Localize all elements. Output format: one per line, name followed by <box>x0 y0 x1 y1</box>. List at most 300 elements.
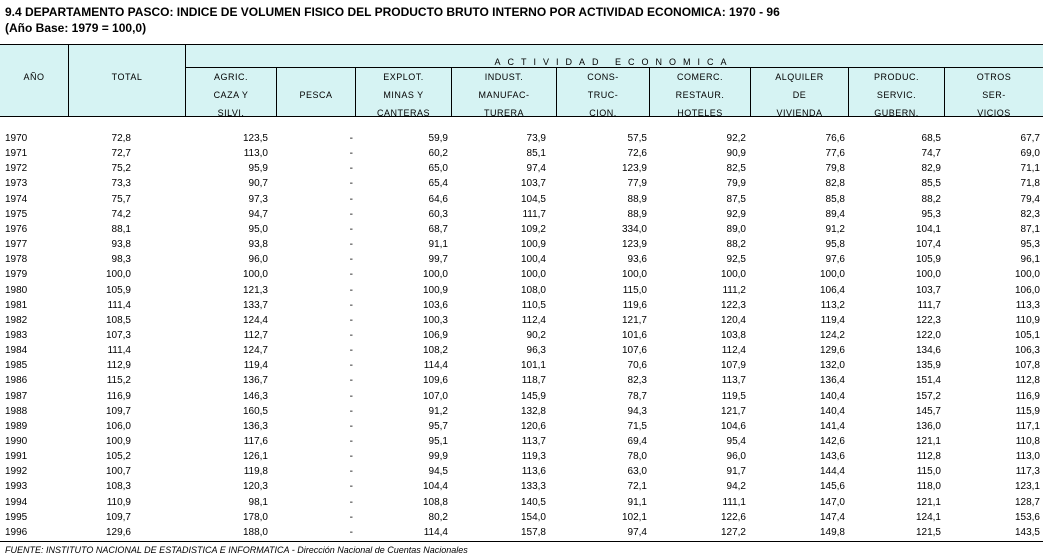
cell-alquiler: 149,8 <box>819 526 845 538</box>
cell-construccion: 101,6 <box>621 330 647 341</box>
cell-alquiler: 136,4 <box>819 375 845 387</box>
cell-minas: 91,2 <box>428 405 448 417</box>
cell-alquiler: 113,2 <box>820 299 845 311</box>
cell-total: 107,3 <box>105 330 131 341</box>
cell-gobierno: 112,8 <box>916 451 941 463</box>
cell-minas: 95,1 <box>428 436 448 447</box>
cell-year: 1983 <box>5 330 28 341</box>
cell-minas: 65,0 <box>428 163 448 175</box>
cell-agric: 95,9 <box>248 163 268 175</box>
cell-agric: 112,7 <box>243 330 268 341</box>
cell-agric: 117,6 <box>243 436 268 447</box>
cell-otros: 106,3 <box>1014 345 1040 357</box>
cell-otros: 67,7 <box>1020 133 1040 144</box>
cell-year: 1979 <box>5 269 28 281</box>
table-row <box>0 495 1043 510</box>
cell-minas: 68,7 <box>428 223 448 235</box>
cell-gobierno: 151,4 <box>915 375 941 387</box>
cell-industria: 110,5 <box>521 299 546 311</box>
cell-agric: 119,4 <box>243 360 268 372</box>
cell-industria: 96,3 <box>526 345 546 357</box>
cell-gobierno: 82,9 <box>921 163 941 175</box>
cell-gobierno: 85,5 <box>921 178 941 190</box>
cell-year: 1989 <box>5 420 28 432</box>
cell-year: 1970 <box>5 133 28 144</box>
cell-comercio: 120,4 <box>720 314 746 326</box>
cell-agric: 121,3 <box>242 284 268 296</box>
cell-alquiler: 106,4 <box>819 284 845 296</box>
table-row <box>0 404 1043 419</box>
header-minas: EXPLOT. MINAS Y CANTERAS <box>376 72 430 118</box>
cell-minas: 95,7 <box>428 420 448 432</box>
cell-agric: 126,1 <box>242 451 268 463</box>
cell-otros: 105,1 <box>1014 330 1040 341</box>
cell-minas: 60,3 <box>428 208 448 220</box>
cell-total: 108,5 <box>105 314 131 326</box>
cell-industria: 157,8 <box>520 526 546 538</box>
cell-otros: 107,8 <box>1014 360 1040 372</box>
cell-industria: 154,0 <box>520 511 546 523</box>
cell-comercio: 79,9 <box>726 178 746 190</box>
cell-pesca: - <box>349 163 353 175</box>
table-row <box>0 449 1043 464</box>
cell-pesca: - <box>349 223 353 235</box>
cell-minas: 108,8 <box>422 496 448 508</box>
cell-year: 1984 <box>5 345 28 357</box>
cell-year: 1985 <box>5 360 28 372</box>
cell-otros: 96,1 <box>1020 254 1040 266</box>
cell-gobierno: 124,1 <box>915 511 941 523</box>
cell-total: 72,7 <box>111 148 131 160</box>
cell-year: 1994 <box>5 496 28 508</box>
cell-otros: 143,5 <box>1014 526 1040 538</box>
cell-construccion: 94,3 <box>627 405 647 417</box>
cell-total: 108,3 <box>105 481 131 493</box>
cell-pesca: - <box>349 239 353 251</box>
cell-otros: 117,3 <box>1015 466 1040 478</box>
cell-pesca: - <box>349 375 353 387</box>
cell-industria: 145,9 <box>520 390 546 402</box>
table-row <box>0 525 1043 540</box>
cell-total: 98,3 <box>111 254 131 266</box>
table-row <box>0 222 1043 237</box>
cell-minas: 104,4 <box>422 481 448 493</box>
header-pesca: PESCA <box>299 90 333 100</box>
cell-comercio: 112,4 <box>721 345 746 357</box>
cell-minas: 103,6 <box>422 299 448 311</box>
page-title: 9.4 DEPARTAMENTO PASCO: INDICE DE VOLUMEN FISICO DEL PRODUCTO BRUTO INTERNO POR ACTIVIDAD ECONOMICA: 1970 - 96 <box>5 5 780 19</box>
cell-alquiler: 147,0 <box>819 496 845 508</box>
table-row <box>0 343 1043 358</box>
cell-minas: 80,2 <box>428 511 448 523</box>
cell-pesca: - <box>349 254 353 266</box>
cell-agric: 96,0 <box>248 254 268 266</box>
page-subtitle: (Año Base: 1979 = 100,0) <box>5 21 147 35</box>
cell-gobierno: 136,0 <box>915 420 941 432</box>
cell-comercio: 92,2 <box>726 133 746 144</box>
header-alquiler: ALQUILER DE VIVIENDA <box>775 72 824 118</box>
cell-pesca: - <box>349 345 353 357</box>
table-row <box>0 161 1043 176</box>
cell-industria: 120,6 <box>520 420 546 432</box>
cell-otros: 113,3 <box>1015 299 1040 311</box>
cell-alquiler: 147,4 <box>819 511 845 523</box>
cell-total: 112,9 <box>106 360 131 372</box>
cell-construccion: 70,6 <box>627 360 647 372</box>
cell-comercio: 122,6 <box>720 511 746 523</box>
cell-alquiler: 89,4 <box>825 208 845 220</box>
cell-gobierno: 134,6 <box>915 345 941 357</box>
cell-construccion: 88,9 <box>627 193 647 205</box>
cell-pesca: - <box>349 314 353 326</box>
cell-minas: 107,0 <box>422 390 448 402</box>
cell-industria: 119,3 <box>521 451 546 463</box>
cell-comercio: 103,8 <box>720 330 746 341</box>
table-row <box>0 358 1043 373</box>
cell-construccion: 107,6 <box>621 345 647 357</box>
cell-pesca: - <box>349 148 353 160</box>
cell-year: 1992 <box>5 466 28 478</box>
cell-year: 1990 <box>5 436 28 447</box>
cell-minas: 114,4 <box>423 360 448 372</box>
cell-industria: 85,1 <box>526 148 546 160</box>
cell-otros: 153,6 <box>1014 511 1040 523</box>
cell-alquiler: 143,6 <box>819 451 845 463</box>
cell-pesca: - <box>349 360 353 372</box>
cell-year: 1976 <box>5 223 28 235</box>
cell-total: 111,4 <box>107 345 131 357</box>
cell-agric: 136,3 <box>242 420 268 432</box>
cell-industria: 73,9 <box>526 133 546 144</box>
cell-pesca: - <box>349 420 353 432</box>
cell-year: 1978 <box>5 254 28 266</box>
cell-construccion: 78,7 <box>627 390 647 402</box>
cell-year: 1977 <box>5 239 28 251</box>
cell-pesca: - <box>349 208 353 220</box>
cell-comercio: 87,5 <box>726 193 746 205</box>
cell-comercio: 91,7 <box>726 466 746 478</box>
cell-industria: 100,9 <box>520 239 546 251</box>
cell-year: 1996 <box>5 526 28 538</box>
cell-construccion: 123,9 <box>621 239 647 251</box>
cell-year: 1973 <box>5 178 28 190</box>
cell-minas: 59,9 <box>428 133 448 144</box>
cell-alquiler: 145,6 <box>819 481 845 493</box>
cell-minas: 106,9 <box>422 330 448 341</box>
cell-gobierno: 121,1 <box>915 436 941 447</box>
cell-agric: 113,0 <box>243 148 268 160</box>
cell-total: 109,7 <box>105 405 131 417</box>
cell-total: 100,7 <box>105 466 131 478</box>
cell-agric: 98,1 <box>248 496 268 508</box>
cell-industria: 103,7 <box>520 178 546 190</box>
table-row <box>0 283 1043 298</box>
cell-pesca: - <box>349 178 353 190</box>
cell-otros: 71,8 <box>1020 178 1040 190</box>
cell-year: 1971 <box>5 148 28 160</box>
cell-industria: 111,7 <box>522 208 546 220</box>
cell-comercio: 113,7 <box>721 375 746 387</box>
cell-year: 1987 <box>5 390 28 402</box>
cell-gobierno: 74,7 <box>921 148 941 160</box>
cell-year: 1981 <box>5 299 28 311</box>
cell-construccion: 91,1 <box>627 496 647 508</box>
cell-alquiler: 140,4 <box>819 405 845 417</box>
table-row <box>0 298 1043 313</box>
cell-agric: 119,8 <box>243 466 268 478</box>
cell-gobierno: 100,0 <box>915 269 941 281</box>
cell-year: 1980 <box>5 284 28 296</box>
cell-comercio: 121,7 <box>720 405 746 417</box>
header-gobierno: PRODUC. SERVIC. GUBERN. <box>873 72 919 118</box>
cell-comercio: 89,0 <box>726 223 746 235</box>
cell-otros: 128,7 <box>1014 496 1040 508</box>
cell-comercio: 127,2 <box>720 526 746 538</box>
cell-construccion: 78,0 <box>627 451 647 463</box>
cell-total: 100,9 <box>105 436 131 447</box>
cell-gobierno: 157,2 <box>915 390 941 402</box>
cell-otros: 87,1 <box>1020 223 1040 235</box>
cell-year: 1988 <box>5 405 28 417</box>
cell-comercio: 94,2 <box>726 481 746 493</box>
cell-comercio: 90,9 <box>726 148 746 160</box>
cell-gobierno: 95,3 <box>921 208 941 220</box>
cell-construccion: 69,4 <box>627 436 647 447</box>
table-row <box>0 267 1043 282</box>
cell-gobierno: 105,9 <box>915 254 941 266</box>
cell-construccion: 82,3 <box>627 375 647 387</box>
cell-comercio: 82,5 <box>726 163 746 175</box>
table-row <box>0 146 1043 161</box>
cell-otros: 79,4 <box>1020 193 1040 205</box>
cell-year: 1991 <box>5 451 28 463</box>
cell-pesca: - <box>349 390 353 402</box>
cell-year: 1982 <box>5 314 28 326</box>
cell-construccion: 72,6 <box>627 148 647 160</box>
cell-industria: 140,5 <box>520 496 546 508</box>
header-construccion: CONS- TRUC- CION. <box>587 72 619 118</box>
cell-otros: 95,3 <box>1020 239 1040 251</box>
cell-agric: 90,7 <box>248 178 268 190</box>
cell-minas: 114,4 <box>423 526 448 538</box>
cell-agric: 188,0 <box>242 526 268 538</box>
header-ano: AÑO <box>23 72 45 82</box>
cell-agric: 124,7 <box>242 345 268 357</box>
cell-minas: 65,4 <box>428 178 448 190</box>
cell-construccion: 334,0 <box>621 223 647 235</box>
cell-minas: 108,2 <box>422 345 448 357</box>
cell-industria: 133,3 <box>520 481 546 493</box>
cell-total: 115,2 <box>106 375 131 387</box>
header-agric: AGRIC. CAZA Y SILVI. <box>213 72 249 118</box>
cell-industria: 108,0 <box>520 284 546 296</box>
cell-construccion: 93,6 <box>627 254 647 266</box>
cell-alquiler: 97,6 <box>825 254 845 266</box>
cell-pesca: - <box>349 496 353 508</box>
header-top-border <box>0 44 1043 45</box>
cell-year: 1974 <box>5 193 28 205</box>
cell-agric: 120,3 <box>242 481 268 493</box>
table-row <box>0 237 1043 252</box>
source-note: FUENTE: INSTITUTO NACIONAL DE ESTADISTICA E INFORMATICA - Dirección Nacional de Cuentas Nacionales <box>5 545 468 555</box>
cell-alquiler: 82,8 <box>825 178 845 190</box>
cell-pesca: - <box>349 330 353 341</box>
cell-otros: 112,8 <box>1015 375 1040 387</box>
cell-pesca: - <box>349 193 353 205</box>
cell-gobierno: 68,5 <box>921 133 941 144</box>
table-row <box>0 176 1043 191</box>
cell-gobierno: 88,2 <box>921 193 941 205</box>
cell-industria: 112,4 <box>521 314 546 326</box>
cell-construccion: 77,9 <box>627 178 647 190</box>
table-row <box>0 207 1043 222</box>
cell-otros: 110,8 <box>1015 436 1040 447</box>
cell-pesca: - <box>349 269 353 281</box>
cell-industria: 113,6 <box>521 466 546 478</box>
cell-alquiler: 142,6 <box>819 436 845 447</box>
cell-minas: 64,6 <box>428 193 448 205</box>
cell-minas: 60,2 <box>428 148 448 160</box>
cell-construccion: 102,1 <box>621 511 647 523</box>
cell-agric: 136,7 <box>242 375 268 387</box>
cell-minas: 99,7 <box>428 254 448 266</box>
cell-construccion: 71,5 <box>627 420 647 432</box>
cell-alquiler: 79,8 <box>825 163 845 175</box>
cell-total: 111,4 <box>107 299 131 311</box>
cell-alquiler: 140,4 <box>819 390 845 402</box>
cell-construccion: 57,5 <box>627 133 647 144</box>
cell-total: 88,1 <box>111 223 131 235</box>
cell-comercio: 92,9 <box>726 208 746 220</box>
cell-minas: 109,6 <box>422 375 448 387</box>
cell-industria: 109,2 <box>520 223 546 235</box>
cell-gobierno: 121,1 <box>915 496 941 508</box>
table-row <box>0 313 1043 328</box>
cell-alquiler: 132,0 <box>819 360 845 372</box>
cell-total: 100,0 <box>105 269 131 281</box>
cell-agric: 124,4 <box>242 314 268 326</box>
cell-pesca: - <box>349 284 353 296</box>
cell-minas: 99,9 <box>428 451 448 463</box>
cell-pesca: - <box>349 481 353 493</box>
cell-total: 73,3 <box>111 178 131 190</box>
cell-construccion: 100,0 <box>621 269 647 281</box>
cell-agric: 146,3 <box>242 390 268 402</box>
cell-total: 129,6 <box>105 526 131 538</box>
cell-construccion: 97,4 <box>627 526 647 538</box>
cell-alquiler: 91,2 <box>825 223 845 235</box>
cell-pesca: - <box>349 436 353 447</box>
header-industria: INDUST. MANUFAC- TURERA <box>478 72 530 118</box>
table-row <box>0 479 1043 494</box>
table-row <box>0 192 1043 207</box>
table-row <box>0 464 1043 479</box>
cell-total: 105,2 <box>105 451 131 463</box>
cell-otros: 115,9 <box>1015 405 1040 417</box>
header-actividad-economica: ACTIVIDAD ECONOMICA <box>494 57 734 67</box>
cell-industria: 90,2 <box>526 330 546 341</box>
cell-total: 74,2 <box>111 208 131 220</box>
cell-otros: 69,0 <box>1020 148 1040 160</box>
cell-gobierno: 104,1 <box>915 223 941 235</box>
cell-alquiler: 141,4 <box>819 420 845 432</box>
cell-total: 106,0 <box>105 420 131 432</box>
cell-construccion: 119,6 <box>622 299 647 311</box>
cell-construccion: 121,7 <box>621 314 647 326</box>
cell-year: 1993 <box>5 481 28 493</box>
cell-pesca: - <box>349 451 353 463</box>
cell-total: 116,9 <box>106 390 131 402</box>
cell-agric: 178,0 <box>242 511 268 523</box>
cell-alquiler: 77,6 <box>825 148 845 160</box>
cell-comercio: 122,3 <box>720 299 746 311</box>
cell-construccion: 115,0 <box>622 284 647 296</box>
cell-gobierno: 111,7 <box>917 299 941 311</box>
cell-comercio: 111,2 <box>722 284 746 296</box>
cell-alquiler: 119,4 <box>820 314 845 326</box>
cell-gobierno: 122,3 <box>915 314 941 326</box>
cell-industria: 113,7 <box>521 436 546 447</box>
footer-divider <box>0 541 1043 542</box>
cell-gobierno: 145,7 <box>915 405 941 417</box>
cell-otros: 106,0 <box>1014 284 1040 296</box>
cell-industria: 104,5 <box>520 193 546 205</box>
header-comercio: COMERC. RESTAUR. HOTELES <box>675 72 725 118</box>
cell-agric: 160,5 <box>242 405 268 417</box>
cell-otros: 71,1 <box>1020 163 1040 175</box>
cell-comercio: 111,1 <box>722 496 746 508</box>
cell-comercio: 95,4 <box>726 436 746 447</box>
cell-year: 1986 <box>5 375 28 387</box>
table-row <box>0 510 1043 525</box>
cell-year: 1995 <box>5 511 28 523</box>
table-row <box>0 434 1043 449</box>
cell-agric: 97,3 <box>248 193 268 205</box>
cell-industria: 97,4 <box>526 163 546 175</box>
cell-industria: 132,8 <box>520 405 546 417</box>
cell-total: 105,9 <box>105 284 131 296</box>
cell-gobierno: 135,9 <box>915 360 941 372</box>
cell-pesca: - <box>349 526 353 538</box>
table-row <box>0 328 1043 343</box>
cell-total: 75,7 <box>111 193 131 205</box>
cell-alquiler: 129,6 <box>819 345 845 357</box>
cell-comercio: 100,0 <box>720 269 746 281</box>
cell-gobierno: 115,0 <box>916 466 941 478</box>
cell-agric: 93,8 <box>248 239 268 251</box>
cell-otros: 82,3 <box>1020 208 1040 220</box>
cell-alquiler: 144,4 <box>819 466 845 478</box>
cell-construccion: 123,9 <box>621 163 647 175</box>
cell-industria: 100,4 <box>520 254 546 266</box>
table-row <box>0 419 1043 434</box>
cell-comercio: 88,2 <box>726 239 746 251</box>
cell-comercio: 107,9 <box>720 360 746 372</box>
table-row <box>0 373 1043 388</box>
cell-pesca: - <box>349 405 353 417</box>
cell-otros: 116,9 <box>1015 390 1040 402</box>
cell-comercio: 92,5 <box>726 254 746 266</box>
cell-minas: 100,3 <box>422 314 448 326</box>
cell-total: 75,2 <box>111 163 131 175</box>
cell-minas: 91,1 <box>428 239 448 251</box>
cell-agric: 94,7 <box>248 208 268 220</box>
cell-otros: 117,1 <box>1015 420 1040 432</box>
cell-gobierno: 121,5 <box>915 526 941 538</box>
table-row <box>0 252 1043 267</box>
header-total: TOTAL <box>111 72 143 82</box>
cell-pesca: - <box>349 299 353 311</box>
